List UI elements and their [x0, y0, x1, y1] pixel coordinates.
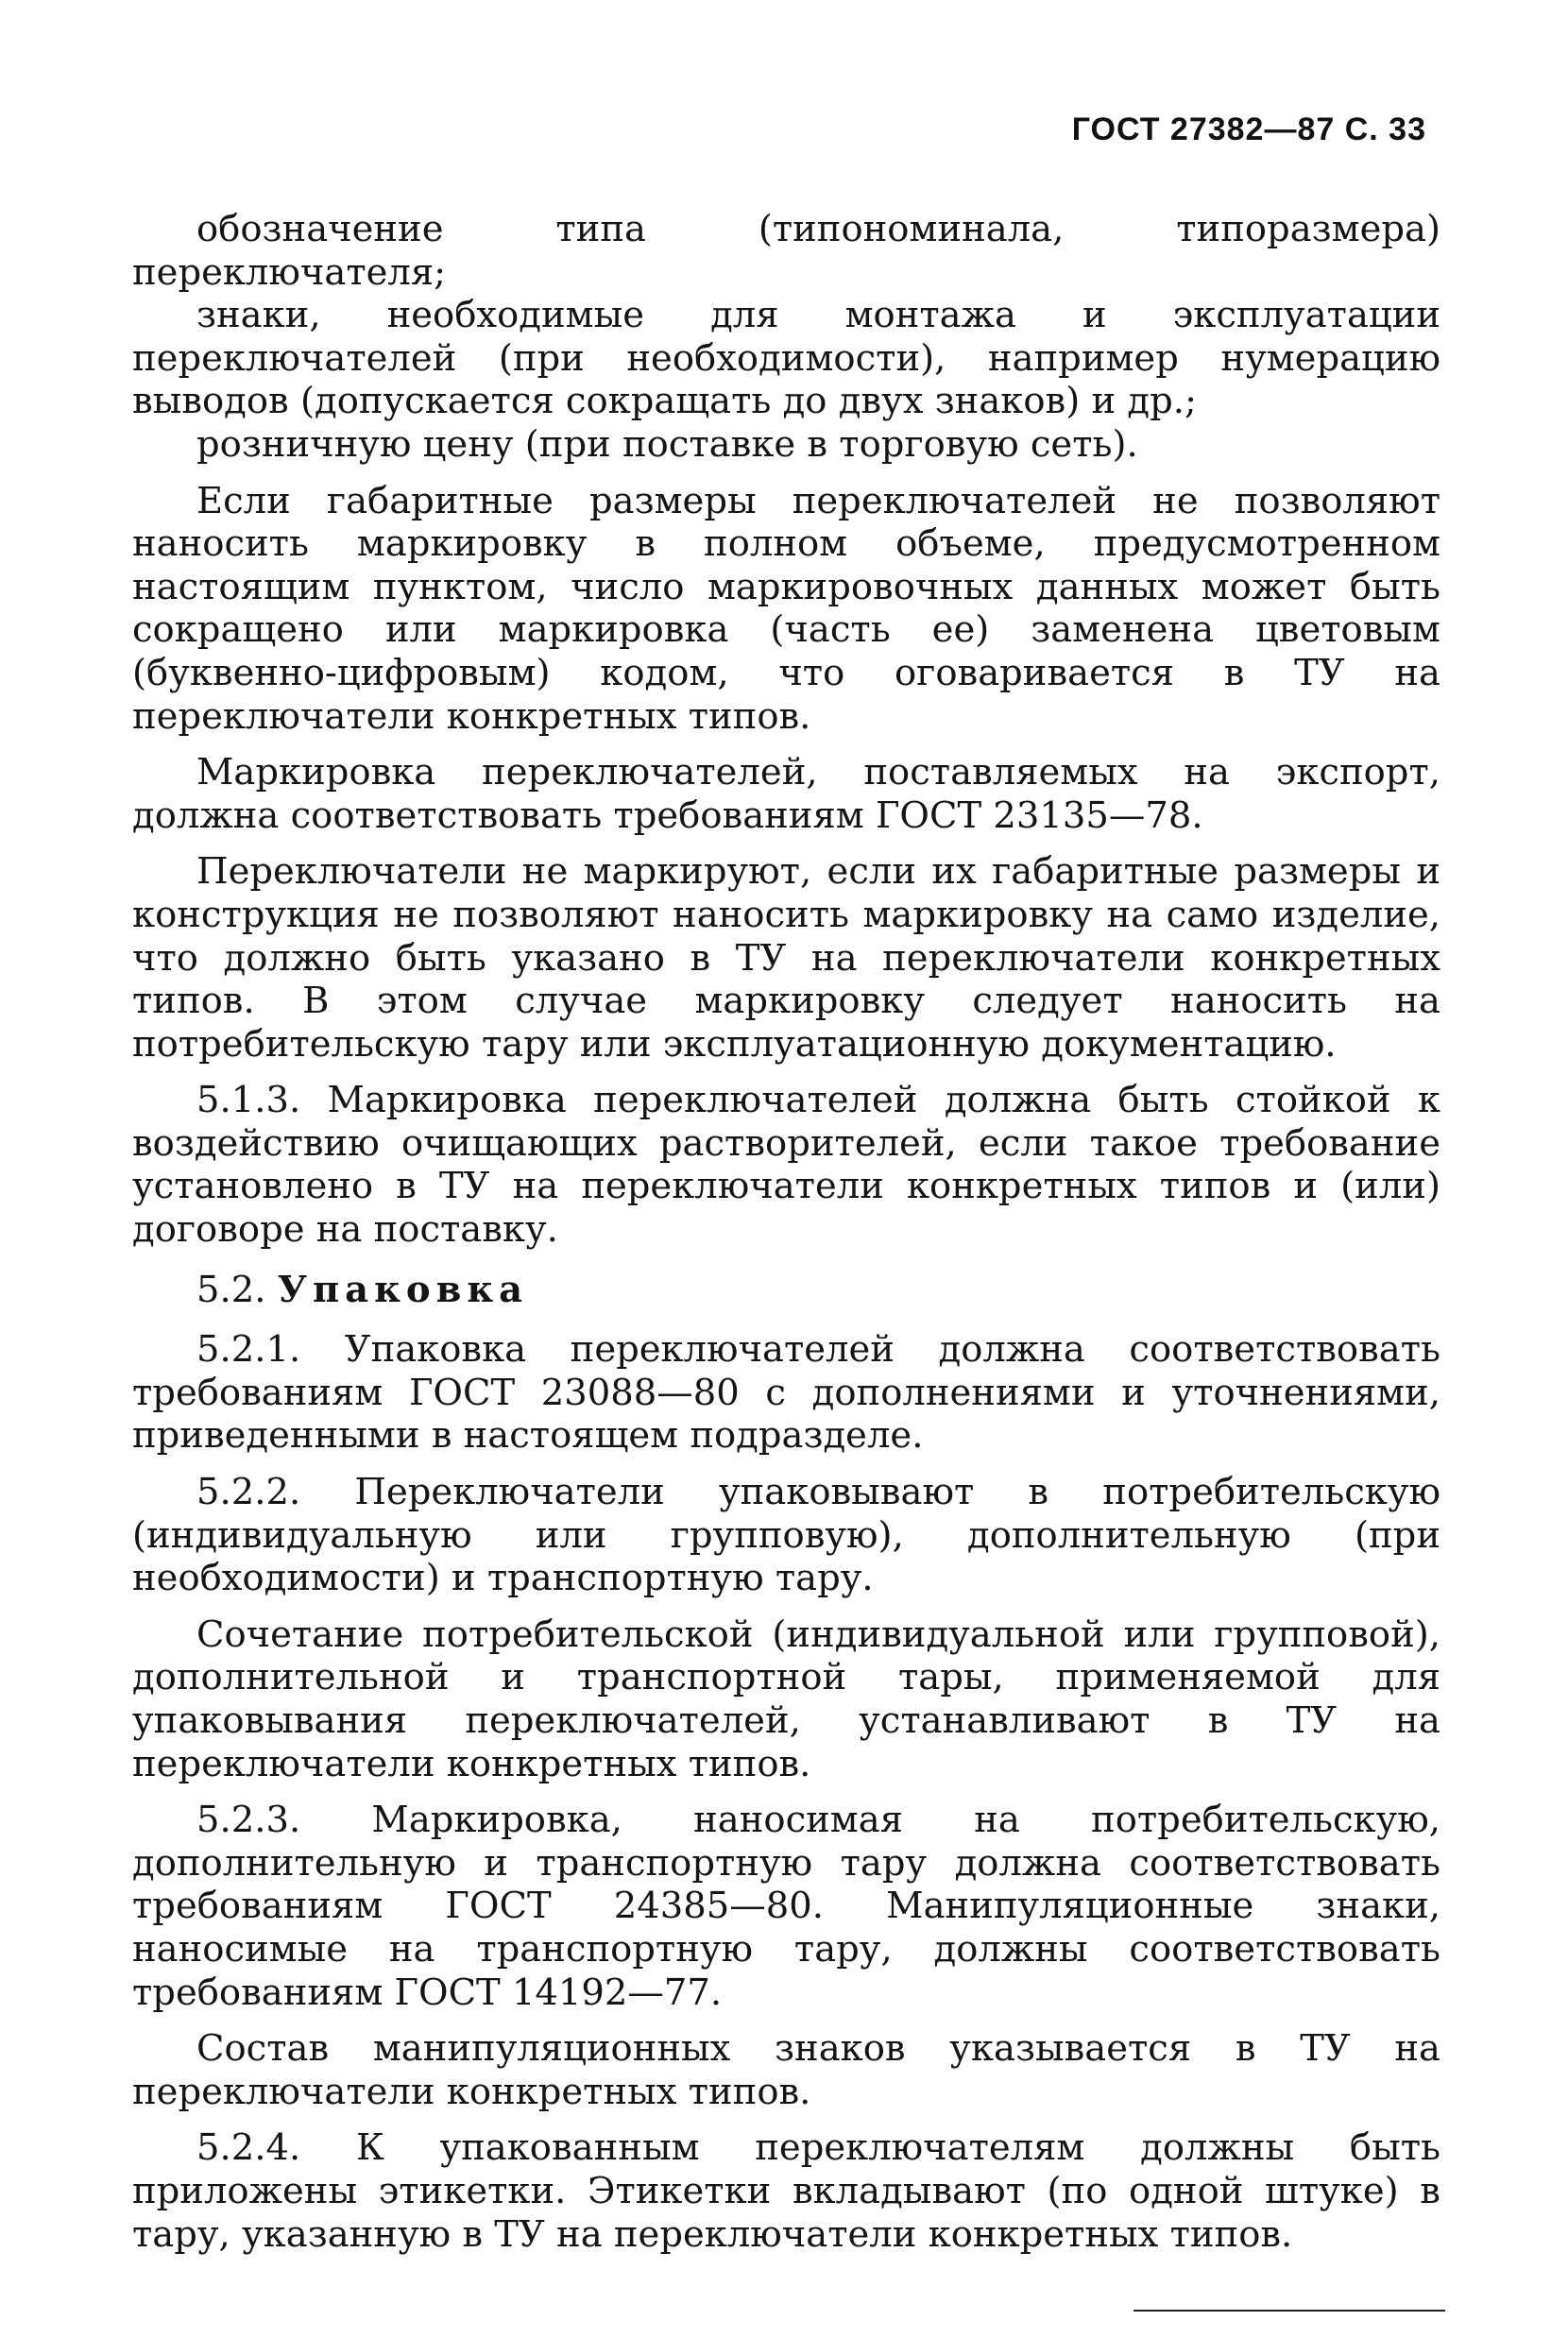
- paragraph-5-1-3: 5.1.3. Маркировка переключателей должна быть стойкой к воздействию очищающих растворителей, если такое требование установлено в ТУ на переключатели конкретных типов и (или) договоре на поставку.: [132, 1079, 1440, 1252]
- paragraph-5-2-3: 5.2.3. Маркировка, наносимая на потребительскую, дополнительную и транспортную тару должна соответствовать требованиям ГОСТ 24385—80. Манипуляционные знаки, наносимые на транспортную тару, должны соответствовать требованиям ГОСТ 14192—77.: [132, 1799, 1440, 2014]
- section-title: Упаковка: [277, 1268, 529, 1311]
- paragraph-export-marking: Маркировка переключателей, поставляемых на экспорт, должна соответствовать требованиям ГОСТ 23135—78.: [132, 751, 1440, 837]
- section-number: 5.2.: [196, 1268, 266, 1311]
- paragraph-marking-reduced: Если габаритные размеры переключателей не позволяют наносить маркировку в полном объеме, предусмотренном настоящим пунктом, число маркировочных данных может быть сокращено или маркировка (часть ее) заменена цветовым (буквенно-цифровым) кодом, что оговаривается в ТУ на переключатели конкретных типов.: [132, 479, 1440, 738]
- paragraph-5-2-2: 5.2.2. Переключатели упаковывают в потребительскую (индивидуальную или групповую), дополнительную (при необходимости) и транспортную тару.: [132, 1471, 1440, 1600]
- paragraph-no-marking: Переключатели не маркируют, если их габаритные размеры и конструкция не позволяют наносить маркировку на само изделие, что должно быть указано в ТУ на переключатели конкретных типов. В этом случае маркировку следует наносить на потребительскую тару или эксплуатационную документацию.: [132, 850, 1440, 1066]
- paragraph-handling-signs: Состав манипуляционных знаков указывается в ТУ на переключатели конкретных типов.: [132, 2027, 1440, 2113]
- paragraph-5-2-4: 5.2.4. К упакованным переключателям должны быть приложены этикетки. Этикетки вкладывают (по одной штуке) в тару, указанную в ТУ на переключатели конкретных типов.: [132, 2126, 1440, 2256]
- paragraph-retail-price: розничную цену (при поставке в торговую сеть).: [196, 422, 1138, 466]
- page-header: ГОСТ 27382—87 С. 33: [1071, 111, 1426, 147]
- footer-rule: [1133, 2310, 1445, 2312]
- paragraph-mounting-marks: знаки, необходимые для монтажа и эксплуатации переключателей (при необходимости), например нумерацию выводов (допускается сокращать до двух знаков) и др.;: [132, 294, 1440, 423]
- paragraph-type-designation: обозначение типа (типономинала, типоразмера) переключателя;: [132, 208, 1440, 294]
- document-body: [132, 208, 1440, 2256]
- section-heading-5-2: [132, 1269, 1440, 1312]
- paragraph-packaging-combination: Сочетание потребительской (индивидуальной или групповой), дополнительной и транспортной тары, применяемой для упаковывания переключателей, устанавливают в ТУ на переключатели конкретных типов.: [132, 1613, 1440, 1785]
- paragraph-5-2-1: 5.2.1. Упаковка переключателей должна соответствовать требованиям ГОСТ 23088—80 с дополнениями и уточнениями, приведенными в настоящем подразделе.: [132, 1328, 1440, 1458]
